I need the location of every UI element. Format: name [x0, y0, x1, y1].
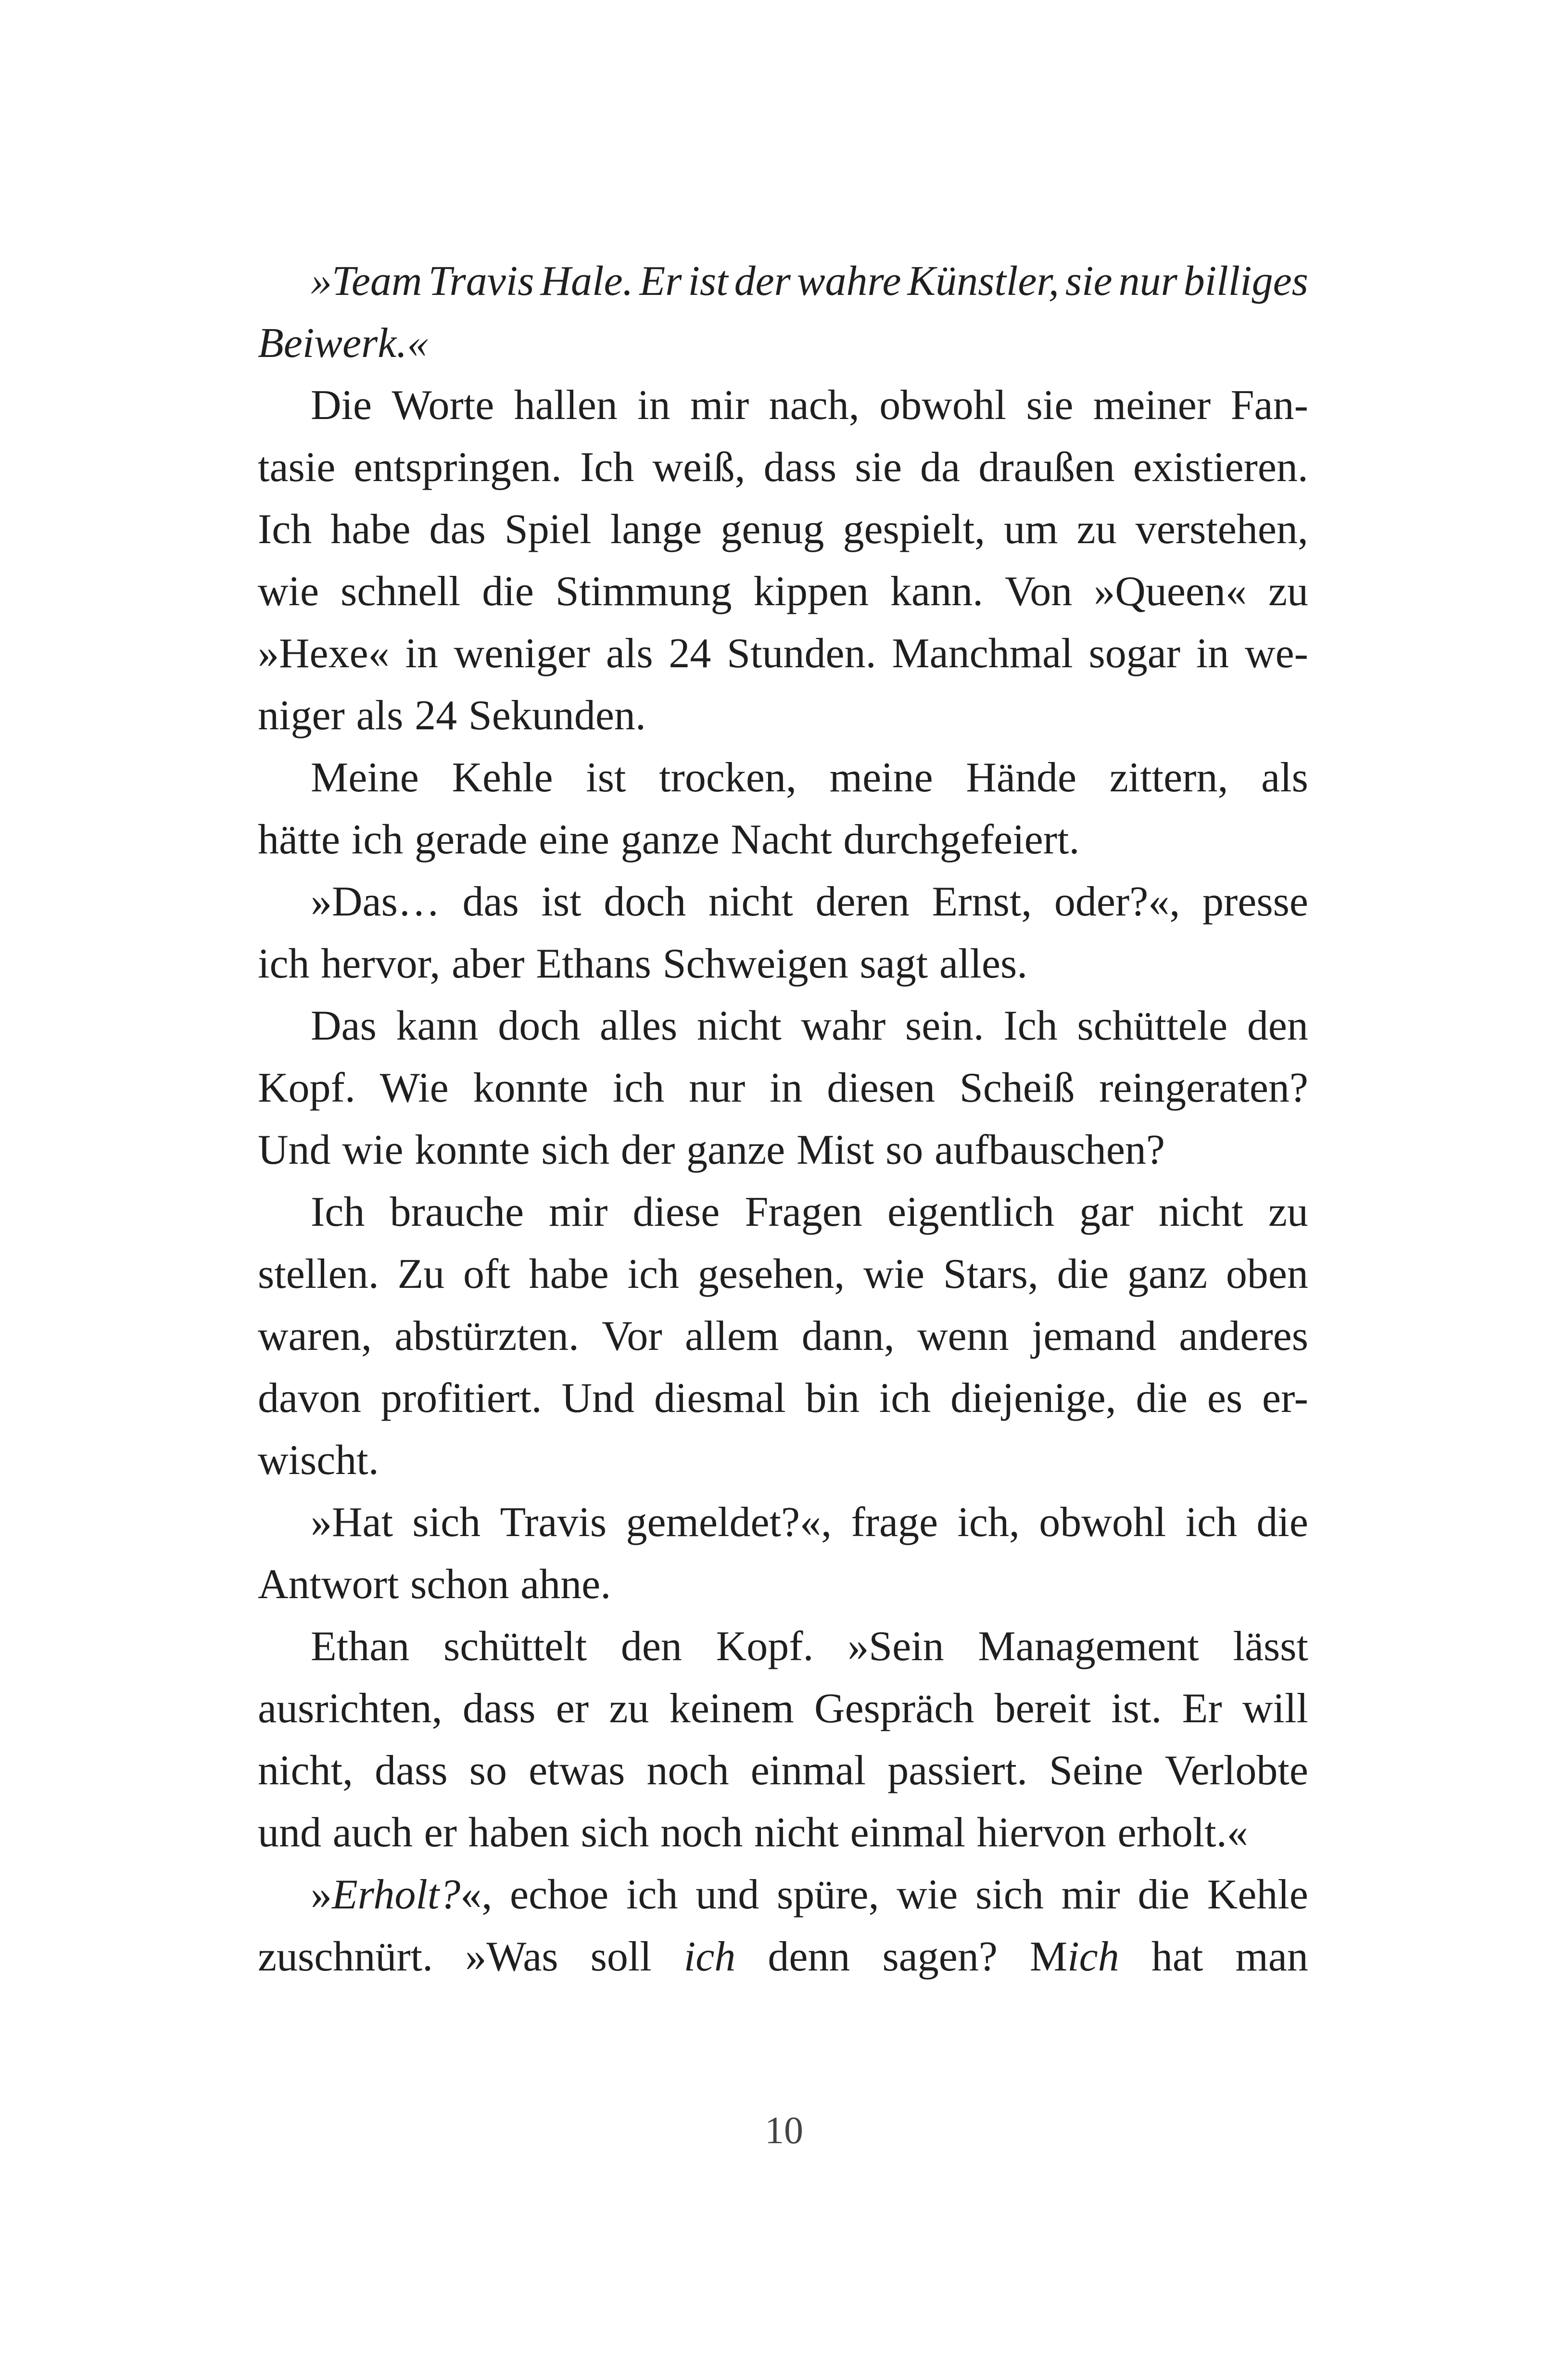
text-line: Das kann doch alles nicht wahr sein. Ich schüttele den — [311, 1003, 1308, 1049]
text-line: ich hervor, aber Ethans Schweigen sagt alles. — [258, 941, 1028, 987]
text-line: Antwort schon ahne. — [258, 1561, 611, 1608]
text-line: Ethan schüttelt den Kopf. »Sein Management lässt — [311, 1623, 1308, 1670]
text-line: Die Worte hallen in mir nach, obwohl sie meiner Fan- — [311, 382, 1308, 429]
text-line: »Hexe« in weniger als 24 Stunden. Manchmal sogar in we- — [258, 630, 1308, 677]
text-line: nicht, dass so etwas noch einmal passiert. Seine Verlobte — [258, 1747, 1308, 1794]
text-line: und auch er haben sich noch nicht einmal hiervon erholt.« — [258, 1809, 1248, 1856]
text-line: zuschnürt. »Was soll ich denn sagen? Mich hat man — [258, 1933, 1308, 1980]
text-line: Ich brauche mir diese Fragen eigentlich gar nicht zu — [311, 1189, 1308, 1235]
text-line: »Hat sich Travis gemeldet?«, frage ich, obwohl ich die — [311, 1499, 1308, 1546]
text-line: hätte ich gerade eine ganze Nacht durchgefeiert. — [258, 816, 1080, 863]
text-line: niger als 24 Sekunden. — [258, 692, 646, 739]
text-line: Kopf. Wie konnte ich nur in diesen Scheiß reingeraten? — [258, 1065, 1308, 1111]
text-line: »Team Travis Hale. Er ist der wahre Künstler, sie nur billiges — [311, 258, 1308, 305]
text-line: Und wie konnte sich der ganze Mist so aufbauschen? — [258, 1127, 1165, 1173]
text-line: waren, abstürzten. Vor allem dann, wenn jemand anderes — [258, 1313, 1308, 1360]
text-line: tasie entspringen. Ich weiß, dass sie da draußen existieren. — [258, 444, 1308, 491]
text-line: wie schnell die Stimmung kippen kann. Von »Queen« zu — [258, 568, 1308, 615]
text-line: Ich habe das Spiel lange genug gespielt, um zu verstehen, — [258, 506, 1308, 553]
text-line: Beiwerk.« — [258, 320, 429, 367]
text-line: davon profitiert. Und diesmal bin ich diejenige, die es er- — [258, 1375, 1308, 1422]
text-line: wischt. — [258, 1437, 379, 1484]
page-number: 10 — [765, 2110, 803, 2152]
text-line: »Das… das ist doch nicht deren Ernst, oder?«, presse — [311, 878, 1308, 925]
text-line: »Erholt?«, echoe ich und spüre, wie sich mir die Kehle — [311, 1871, 1308, 1918]
body-text — [258, 250, 1308, 1988]
text-line: stellen. Zu oft habe ich gesehen, wie Stars, die ganz oben — [258, 1251, 1308, 1297]
text-line: ausrichten, dass er zu keinem Gespräch bereit ist. Er will — [258, 1685, 1308, 1732]
text-line: Meine Kehle ist trocken, meine Hände zittern, als — [311, 754, 1308, 801]
